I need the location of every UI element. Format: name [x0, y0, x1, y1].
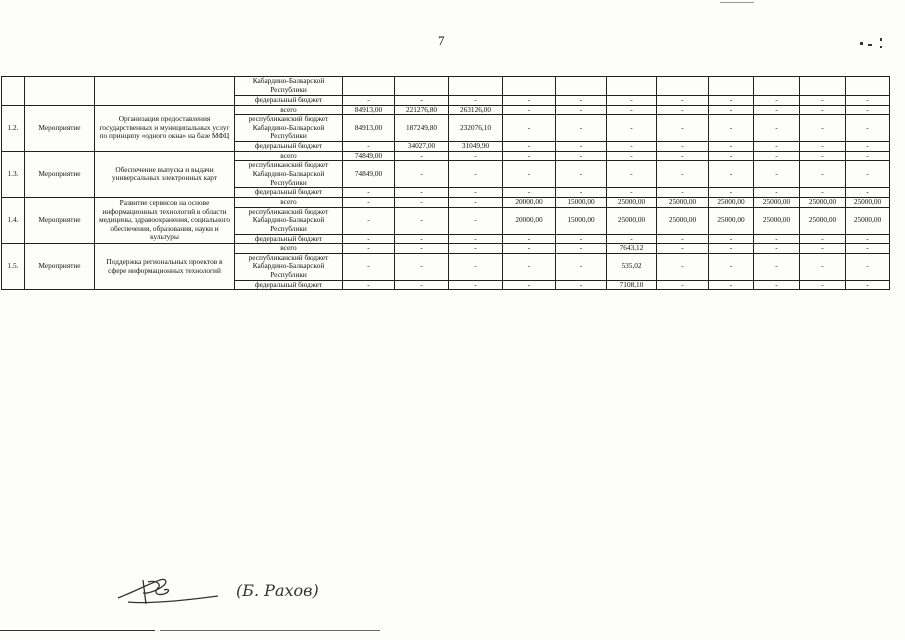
amount-cell: -	[449, 96, 503, 106]
amount-cell: -	[657, 105, 709, 115]
row-number: 1.3.	[2, 151, 25, 197]
signature	[108, 560, 388, 620]
bottom-rule	[160, 630, 380, 631]
amount-cell: -	[709, 142, 754, 152]
amount-cell	[449, 77, 503, 96]
measure-name: Развитие сервисов на основе информационных технологий в области медицины, здравоохранения, социального обеспечения, образования, науки и культуры	[95, 197, 235, 243]
amount-cell: -	[503, 115, 556, 142]
amount-cell: 25000,00	[846, 197, 890, 207]
amount-cell: -	[449, 280, 503, 290]
amount-cell: 7643,12	[607, 244, 657, 254]
amount-cell: -	[800, 151, 846, 161]
amount-cell: -	[556, 253, 607, 280]
amount-cell: -	[556, 151, 607, 161]
amount-cell: -	[800, 188, 846, 198]
amount-cell: -	[503, 244, 556, 254]
row-number: 1.5.	[2, 244, 25, 290]
amount-cell: -	[343, 96, 395, 106]
funding-source: республиканский бюджет Кабардино-Балкарской Республики	[235, 253, 343, 280]
amount-cell: -	[846, 115, 890, 142]
amount-cell: -	[657, 96, 709, 106]
amount-cell	[503, 77, 556, 96]
amount-cell: -	[657, 115, 709, 142]
amount-cell: -	[754, 115, 800, 142]
amount-cell: -	[657, 234, 709, 244]
funding-source: федеральный бюджет	[235, 234, 343, 244]
funding-source: республиканский бюджет Кабардино-Балкарской Республики	[235, 207, 343, 234]
amount-cell: -	[607, 96, 657, 106]
amount-cell: -	[449, 161, 503, 188]
amount-cell: -	[709, 253, 754, 280]
amount-cell: -	[449, 197, 503, 207]
scan-speck	[720, 2, 754, 3]
row-kind: Мероприятие	[25, 151, 95, 197]
amount-cell: 74849,00	[343, 151, 395, 161]
amount-cell	[709, 77, 754, 96]
amount-cell: -	[449, 234, 503, 244]
funding-source: республиканский бюджет Кабардино-Балкарской Республики	[235, 115, 343, 142]
scan-speck	[868, 44, 872, 46]
amount-cell: -	[607, 105, 657, 115]
measure-name: Обеспечение выпуска и выдачи универсальных электронных карт	[95, 151, 235, 197]
row-kind: Мероприятие	[25, 105, 95, 151]
amount-cell: 31049,90	[449, 142, 503, 152]
funding-source: всего	[235, 244, 343, 254]
amount-cell	[657, 77, 709, 96]
table-row	[2, 105, 890, 115]
amount-cell: -	[395, 253, 449, 280]
amount-cell: -	[343, 188, 395, 198]
funding-source: всего	[235, 105, 343, 115]
amount-cell: -	[754, 161, 800, 188]
row-number: 1.4.	[2, 197, 25, 243]
funding-source: федеральный бюджет	[235, 188, 343, 198]
amount-cell: 25000,00	[846, 207, 890, 234]
amount-cell: -	[846, 234, 890, 244]
amount-cell: -	[846, 244, 890, 254]
amount-cell: -	[556, 96, 607, 106]
amount-cell: -	[846, 188, 890, 198]
amount-cell: -	[709, 244, 754, 254]
amount-cell: -	[395, 161, 449, 188]
amount-cell: -	[754, 188, 800, 198]
amount-cell: -	[754, 151, 800, 161]
amount-cell: -	[556, 142, 607, 152]
amount-cell: -	[343, 142, 395, 152]
scan-speck	[880, 46, 882, 48]
amount-cell: 15000,00	[556, 197, 607, 207]
amount-cell: -	[754, 105, 800, 115]
amount-cell: -	[343, 280, 395, 290]
amount-cell: 25000,00	[709, 207, 754, 234]
amount-cell: -	[607, 234, 657, 244]
amount-cell	[846, 77, 890, 96]
amount-cell: -	[800, 253, 846, 280]
amount-cell: -	[846, 280, 890, 290]
amount-cell: -	[503, 142, 556, 152]
row-kind: Мероприятие	[25, 244, 95, 290]
amount-cell: -	[846, 161, 890, 188]
amount-cell: -	[343, 253, 395, 280]
amount-cell: -	[343, 234, 395, 244]
amount-cell: -	[395, 188, 449, 198]
amount-cell: -	[800, 142, 846, 152]
amount-cell: -	[449, 253, 503, 280]
amount-cell: -	[343, 244, 395, 254]
amount-cell: -	[503, 234, 556, 244]
amount-cell: -	[503, 188, 556, 198]
amount-cell: -	[607, 151, 657, 161]
amount-cell: -	[846, 253, 890, 280]
page-number: 7	[438, 33, 445, 48]
funding-source: всего	[235, 197, 343, 207]
amount-cell: -	[754, 234, 800, 244]
amount-cell: 20000,00	[503, 197, 556, 207]
amount-cell: -	[846, 151, 890, 161]
amount-cell: -	[800, 244, 846, 254]
amount-cell: 74849,00	[343, 161, 395, 188]
amount-cell: -	[657, 142, 709, 152]
amount-cell: -	[607, 115, 657, 142]
amount-cell: -	[556, 115, 607, 142]
scan-speck	[880, 38, 882, 41]
amount-cell	[556, 77, 607, 96]
amount-cell: -	[395, 151, 449, 161]
amount-cell: -	[395, 244, 449, 254]
amount-cell: -	[800, 105, 846, 115]
amount-cell: -	[503, 280, 556, 290]
amount-cell: 25000,00	[657, 207, 709, 234]
amount-cell: 232076,10	[449, 115, 503, 142]
amount-cell: -	[449, 151, 503, 161]
amount-cell: -	[754, 253, 800, 280]
amount-cell: 25000,00	[800, 197, 846, 207]
amount-cell: 84913,00	[343, 105, 395, 115]
amount-cell: -	[607, 142, 657, 152]
table-row	[2, 77, 890, 96]
amount-cell: -	[556, 244, 607, 254]
amount-cell	[395, 77, 449, 96]
amount-cell: -	[503, 151, 556, 161]
amount-cell: -	[709, 151, 754, 161]
table-row	[2, 151, 890, 161]
amount-cell: -	[449, 188, 503, 198]
amount-cell: -	[556, 234, 607, 244]
amount-cell: -	[800, 280, 846, 290]
amount-cell: 25000,00	[754, 197, 800, 207]
amount-cell: -	[449, 244, 503, 254]
amount-cell	[754, 77, 800, 96]
amount-cell: -	[800, 96, 846, 106]
funding-source: федеральный бюджет	[235, 96, 343, 106]
amount-cell: 34027,00	[395, 142, 449, 152]
amount-cell: -	[395, 280, 449, 290]
amount-cell: -	[846, 105, 890, 115]
budget-table	[1, 76, 890, 290]
amount-cell: 221276,80	[395, 105, 449, 115]
amount-cell: -	[709, 96, 754, 106]
amount-cell: -	[754, 280, 800, 290]
signature-note: (Б. Рахов)	[236, 581, 319, 600]
amount-cell: -	[800, 234, 846, 244]
row-number	[2, 77, 25, 106]
row-number: 1.2.	[2, 105, 25, 151]
amount-cell: -	[657, 188, 709, 198]
amount-cell: -	[503, 161, 556, 188]
row-kind	[25, 77, 95, 106]
amount-cell: -	[503, 105, 556, 115]
amount-cell: -	[846, 142, 890, 152]
row-kind: Мероприятие	[25, 197, 95, 243]
amount-cell: -	[657, 280, 709, 290]
scan-speck	[860, 42, 863, 45]
amount-cell: -	[556, 161, 607, 188]
amount-cell: 25000,00	[607, 197, 657, 207]
amount-cell: 263126,00	[449, 105, 503, 115]
amount-cell: -	[503, 253, 556, 280]
amount-cell: -	[395, 197, 449, 207]
amount-cell: -	[709, 234, 754, 244]
amount-cell: -	[395, 234, 449, 244]
amount-cell: 25000,00	[754, 207, 800, 234]
amount-cell: -	[709, 115, 754, 142]
amount-cell: -	[800, 161, 846, 188]
funding-source: федеральный бюджет	[235, 280, 343, 290]
measure-name: Организация предоставления государственных и муниципальных услуг по принципу «одного окна» на базе МФЦ	[95, 105, 235, 151]
amount-cell: -	[657, 244, 709, 254]
amount-cell: -	[343, 197, 395, 207]
amount-cell: 20000,00	[503, 207, 556, 234]
measure-name	[95, 77, 235, 106]
table-row	[2, 244, 890, 254]
amount-cell: 15000,00	[556, 207, 607, 234]
amount-cell: -	[709, 105, 754, 115]
amount-cell: -	[709, 280, 754, 290]
funding-source: всего	[235, 151, 343, 161]
table-row	[2, 197, 890, 207]
amount-cell: 187249,80	[395, 115, 449, 142]
amount-cell	[607, 77, 657, 96]
amount-cell: -	[556, 188, 607, 198]
amount-cell: -	[395, 96, 449, 106]
amount-cell: 535,02	[607, 253, 657, 280]
amount-cell	[343, 77, 395, 96]
amount-cell: -	[556, 105, 607, 115]
amount-cell: -	[395, 207, 449, 234]
amount-cell: -	[657, 161, 709, 188]
amount-cell: 25000,00	[607, 207, 657, 234]
amount-cell: 25000,00	[800, 207, 846, 234]
amount-cell: -	[607, 188, 657, 198]
funding-source: республиканский бюджет Кабардино-Балкарской Республики	[235, 161, 343, 188]
amount-cell: 25000,00	[657, 197, 709, 207]
amount-cell: -	[343, 207, 395, 234]
amount-cell: -	[503, 96, 556, 106]
amount-cell: 7108,10	[607, 280, 657, 290]
amount-cell: 25000,00	[709, 197, 754, 207]
table-body	[2, 77, 890, 290]
amount-cell: -	[800, 115, 846, 142]
amount-cell: 84913,00	[343, 115, 395, 142]
amount-cell	[800, 77, 846, 96]
amount-cell: -	[449, 207, 503, 234]
amount-cell: -	[754, 142, 800, 152]
amount-cell: -	[607, 161, 657, 188]
amount-cell: -	[556, 280, 607, 290]
bottom-rule	[0, 630, 155, 631]
amount-cell: -	[846, 96, 890, 106]
amount-cell: -	[754, 244, 800, 254]
amount-cell: -	[709, 161, 754, 188]
amount-cell: -	[657, 151, 709, 161]
amount-cell: -	[709, 188, 754, 198]
measure-name: Поддержка региональных проектов в сфере информационных технологий	[95, 244, 235, 290]
amount-cell: -	[657, 253, 709, 280]
funding-source: федеральный бюджет	[235, 142, 343, 152]
amount-cell: -	[754, 96, 800, 106]
funding-source: Кабардино-Балкарской Республики	[235, 77, 343, 96]
